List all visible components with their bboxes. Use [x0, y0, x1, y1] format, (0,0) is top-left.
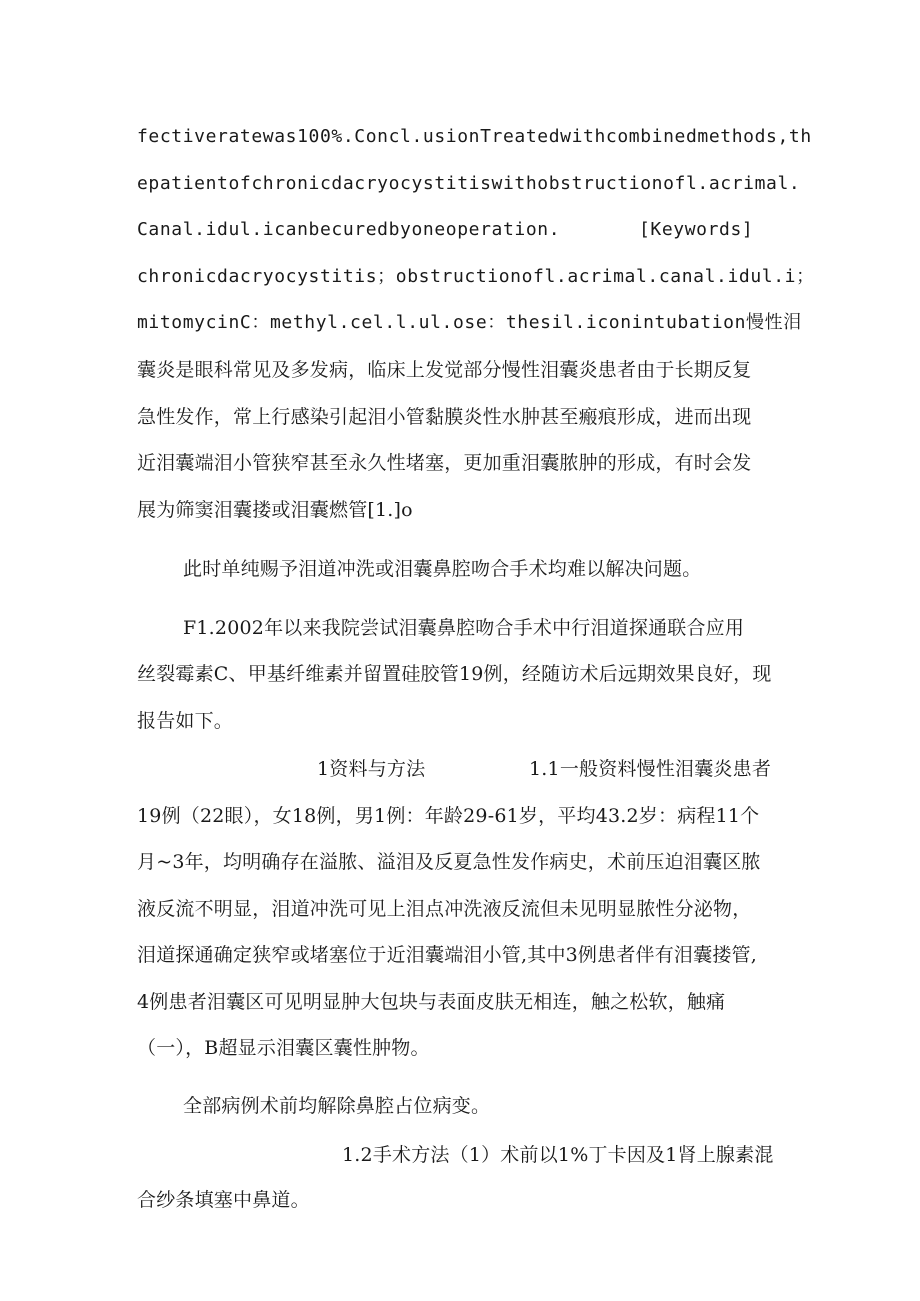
- paragraph-4-line-6: （一），B超显示泪囊区囊性肿物。: [137, 1037, 430, 1059]
- paragraph-5: 全部病例术前均解除鼻腔占位病变。: [183, 1095, 491, 1117]
- paragraph-3-line-1: F1.2002年以来我院尝试泪囊鼻腔吻合手术中行泪道探通联合应用: [183, 617, 745, 639]
- subsection-1-2-text: 1.2手术方法（1）术前以1%丁卡因及1肾上腺素混: [342, 1144, 774, 1166]
- text-line-3-main: Canal.idul.icanbecuredbyoneoperation.: [137, 219, 561, 240]
- subsection-1-1-heading: 1.1一般资料慢性泪囊炎患者: [529, 758, 772, 780]
- paragraph-4-line-5: 4例患者泪囊区可见明显肿大包块与表面皮肤无相连，触之松软，触痛: [137, 991, 726, 1013]
- text-line-9: 展为筛窦泪囊搂或泪囊燃管[1.]o: [137, 499, 413, 521]
- text-line-7: 急性发作，常上行感染引起泪小管黏膜炎性水肿甚至瘢痕形成，进而出现: [137, 406, 752, 428]
- text-line-6: 囊炎是眼科常见及多发病，临床上发觉部分慢性泪囊炎患者由于长期反复: [137, 359, 752, 381]
- text-line-5: mitomycinC：methyl.cel.l.ul.ose：thesil.iconintubation慢性泪: [137, 312, 802, 333]
- keywords-heading: [Keywords]: [639, 219, 754, 240]
- text-line-8: 近泪囊端泪小管狭窄甚至永久性堵塞，更加重泪囊脓肿的形成，有时会发: [137, 452, 752, 474]
- paragraph-4-line-1: 19例（22眼），女18例，男1例：年龄29-61岁，平均43.2岁：病程11个: [137, 805, 760, 827]
- text-line-1: fectiveratewas100%.Concl.usionTreatedwithcombinedmethods,th: [137, 126, 812, 147]
- paragraph-3-line-3: 报告如下。: [137, 710, 234, 732]
- text-line-2: epatientofchronicdacryocystitiswithobstructionofl.acrimal.: [137, 173, 801, 194]
- paragraph-6-line-2: 合纱条填塞中鼻道。: [137, 1189, 310, 1211]
- paragraph-3-line-2: 丝裂霉素C、甲基纤维素并留置硅胶管19例，经随访术后远期效果良好，现: [137, 663, 772, 685]
- paragraph-4-line-2: 月~3年，均明确存在溢脓、溢泪及反夏急性发作病史，术前压迫泪囊区脓: [137, 851, 761, 873]
- text-line-3: [137, 218, 787, 242]
- text-line-4: chronicdacryocystitis；obstructionofl.acrimal.canal.idul.i；: [137, 266, 815, 287]
- paragraph-4-line-4: 泪道探通确定狭窄或堵塞位于近泪囊端泪小管,其中3例患者伴有泪囊搂管,: [137, 944, 757, 966]
- paragraph-4-line-3: 液反流不明显，泪道冲洗可见上泪点冲洗液反流但未见明显脓性分泌物，: [137, 898, 752, 920]
- section-1-heading: 1资料与方法: [317, 758, 426, 780]
- paragraph-2: 此时单纯赐予泪道冲洗或泪囊鼻腔吻合手术均难以解决问题。: [183, 558, 702, 580]
